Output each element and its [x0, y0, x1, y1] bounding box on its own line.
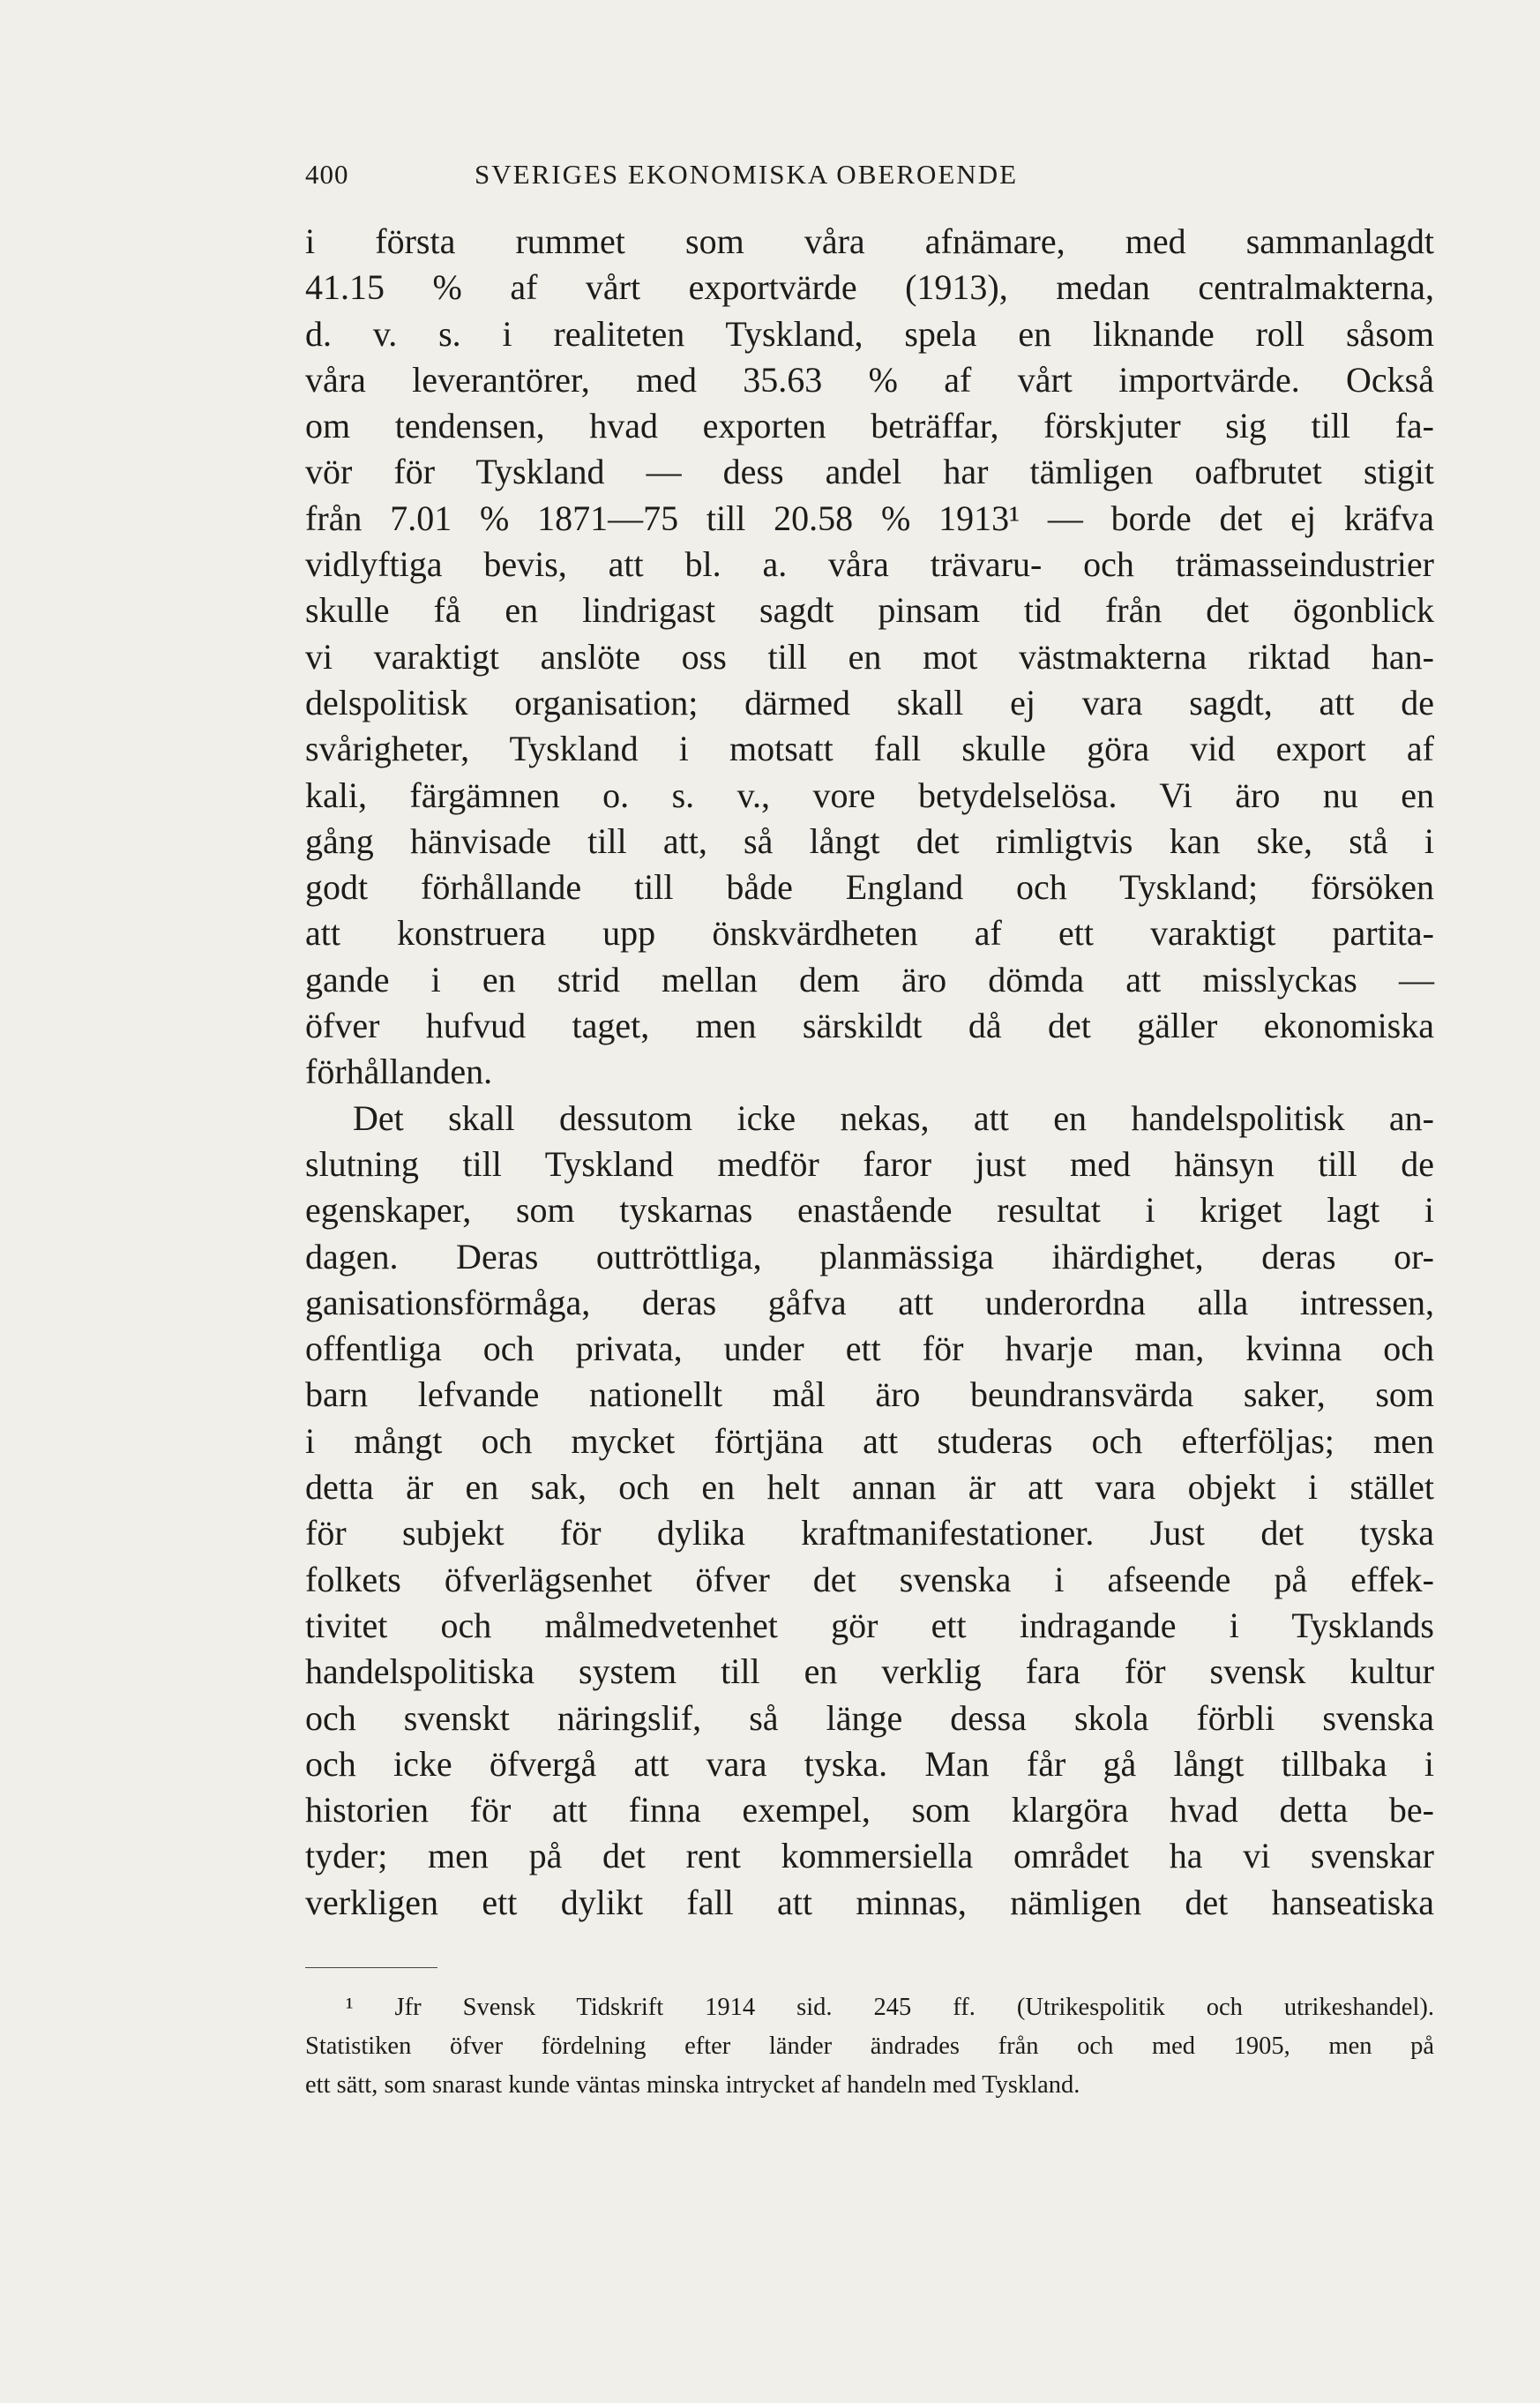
body-line: skulle få en lindrigast sagdt pinsam tid från det ögonblick: [305, 590, 1434, 631]
body-line-paragraph-end: förhållanden.: [305, 1052, 493, 1092]
body-line: att konstruera upp önskvärdheten af ett varaktigt partita-: [305, 913, 1434, 954]
body-line: vidlyftiga bevis, att bl. a. våra trävaru- och trämasseindustrier: [305, 544, 1434, 585]
body-line: och icke öfvergå att vara tyska. Man får gå långt tillbaka i: [305, 1743, 1434, 1784]
footnote-line: ett sätt, som snarast kunde väntas minska intrycket af handeln med Tyskland.: [305, 2071, 1080, 2099]
body-line: offentliga och privata, under ett för hvarje man, kvinna och: [305, 1329, 1434, 1369]
body-line: vi varaktigt anslöte oss till en mot västmakterna riktad han-: [305, 636, 1434, 677]
body-line: våra leverantörer, med 35.63 % af vårt importvärde. Också: [305, 359, 1434, 400]
body-line: vör för Tyskland — dess andel har tämligen oafbrutet stigit: [305, 452, 1434, 492]
body-line: delspolitisk organisation; därmed skall ej vara sagdt, att de: [305, 682, 1434, 722]
body-line: folkets öfverlägsenhet öfver det svenska i afseende på effek-: [305, 1559, 1434, 1599]
body-line: om tendensen, hvad exporten beträffar, förskjuter sig till fa-: [305, 406, 1434, 446]
body-line-paragraph-start: Det skall dessutom icke nekas, att en handelspolitisk an-: [353, 1097, 1434, 1138]
page-header: [305, 159, 1452, 194]
body-line: detta är en sak, och en helt annan är att vara objekt i stället: [305, 1467, 1434, 1508]
body-line: från 7.01 % 1871—75 till 20.58 % 1913¹ — borde det ej kräfva: [305, 498, 1434, 538]
body-line: handelspolitiska system till en verklig fara för svensk kultur: [305, 1651, 1434, 1692]
body-line: verkligen ett dylikt fall att minnas, nämligen det hanseatiska: [305, 1882, 1434, 1922]
body-line: d. v. s. i realiteten Tyskland, spela en liknande roll såsom: [305, 313, 1434, 354]
footnotes: [305, 1988, 1434, 2105]
body-line: slutning till Tyskland medför faror just med hänsyn till de: [305, 1143, 1434, 1184]
footnote-line: Statistiken öfver fördelning efter länder ändrades från och med 1905, men på: [305, 2032, 1434, 2060]
body-line: 41.15 % af vårt exportvärde (1913), medan centralmakterna,: [305, 267, 1434, 308]
body-line: ganisationsförmåga, deras gåfva att underordna alla intressen,: [305, 1282, 1434, 1322]
body-line: kali, färgämnen o. s. v., vore betydelselösa. Vi äro nu en: [305, 775, 1434, 815]
body-line: godt förhållande till både England och Tyskland; försöken: [305, 867, 1434, 908]
body-line: tyder; men på det rent kommersiella området ha vi svenskar: [305, 1836, 1434, 1876]
body-line: gande i en strid mellan dem äro dömda att misslyckas —: [305, 959, 1434, 999]
body-line: historien för att finna exempel, som klargöra hvad detta be-: [305, 1790, 1434, 1830]
body-line: för subjekt för dylika kraftmanifestationer. Just det tyska: [305, 1513, 1434, 1553]
body-line: svårigheter, Tyskland i motsatt fall skulle göra vid export af: [305, 729, 1434, 769]
body-line: öfver hufvud taget, men särskildt då det gäller ekonomiska: [305, 1006, 1434, 1046]
body-line: dagen. Deras outtröttliga, planmässiga ihärdighet, deras or-: [305, 1236, 1434, 1276]
footnote-line: ¹ Jfr Svensk Tidskrift 1914 sid. 245 ff. (Utrikespolitik och utrikeshandel).: [346, 1994, 1434, 2021]
body-line: tivitet och målmedvetenhet gör ett indragande i Tysklands: [305, 1605, 1434, 1645]
running-head: SVERIGES EKONOMISKA OBEROENDE: [475, 159, 1019, 190]
footnote-divider: [305, 1967, 437, 1968]
page-number: 400: [305, 159, 349, 190]
body-line: i första rummet som våra afnämare, med sammanlagdt: [305, 221, 1434, 261]
body-text: [305, 219, 1434, 1926]
body-line: och svenskt näringslif, så länge dessa skola förbli svenska: [305, 1697, 1434, 1738]
body-line: gång hänvisade till att, så långt det rimligtvis kan ske, stå i: [305, 820, 1434, 861]
body-line: barn lefvande nationellt mål äro beundransvärda saker, som: [305, 1374, 1434, 1415]
body-line: egenskaper, som tyskarnas enastående resultat i kriget lagt i: [305, 1190, 1434, 1231]
body-line: i mångt och mycket förtjäna att studeras och efterföljas; men: [305, 1420, 1434, 1461]
